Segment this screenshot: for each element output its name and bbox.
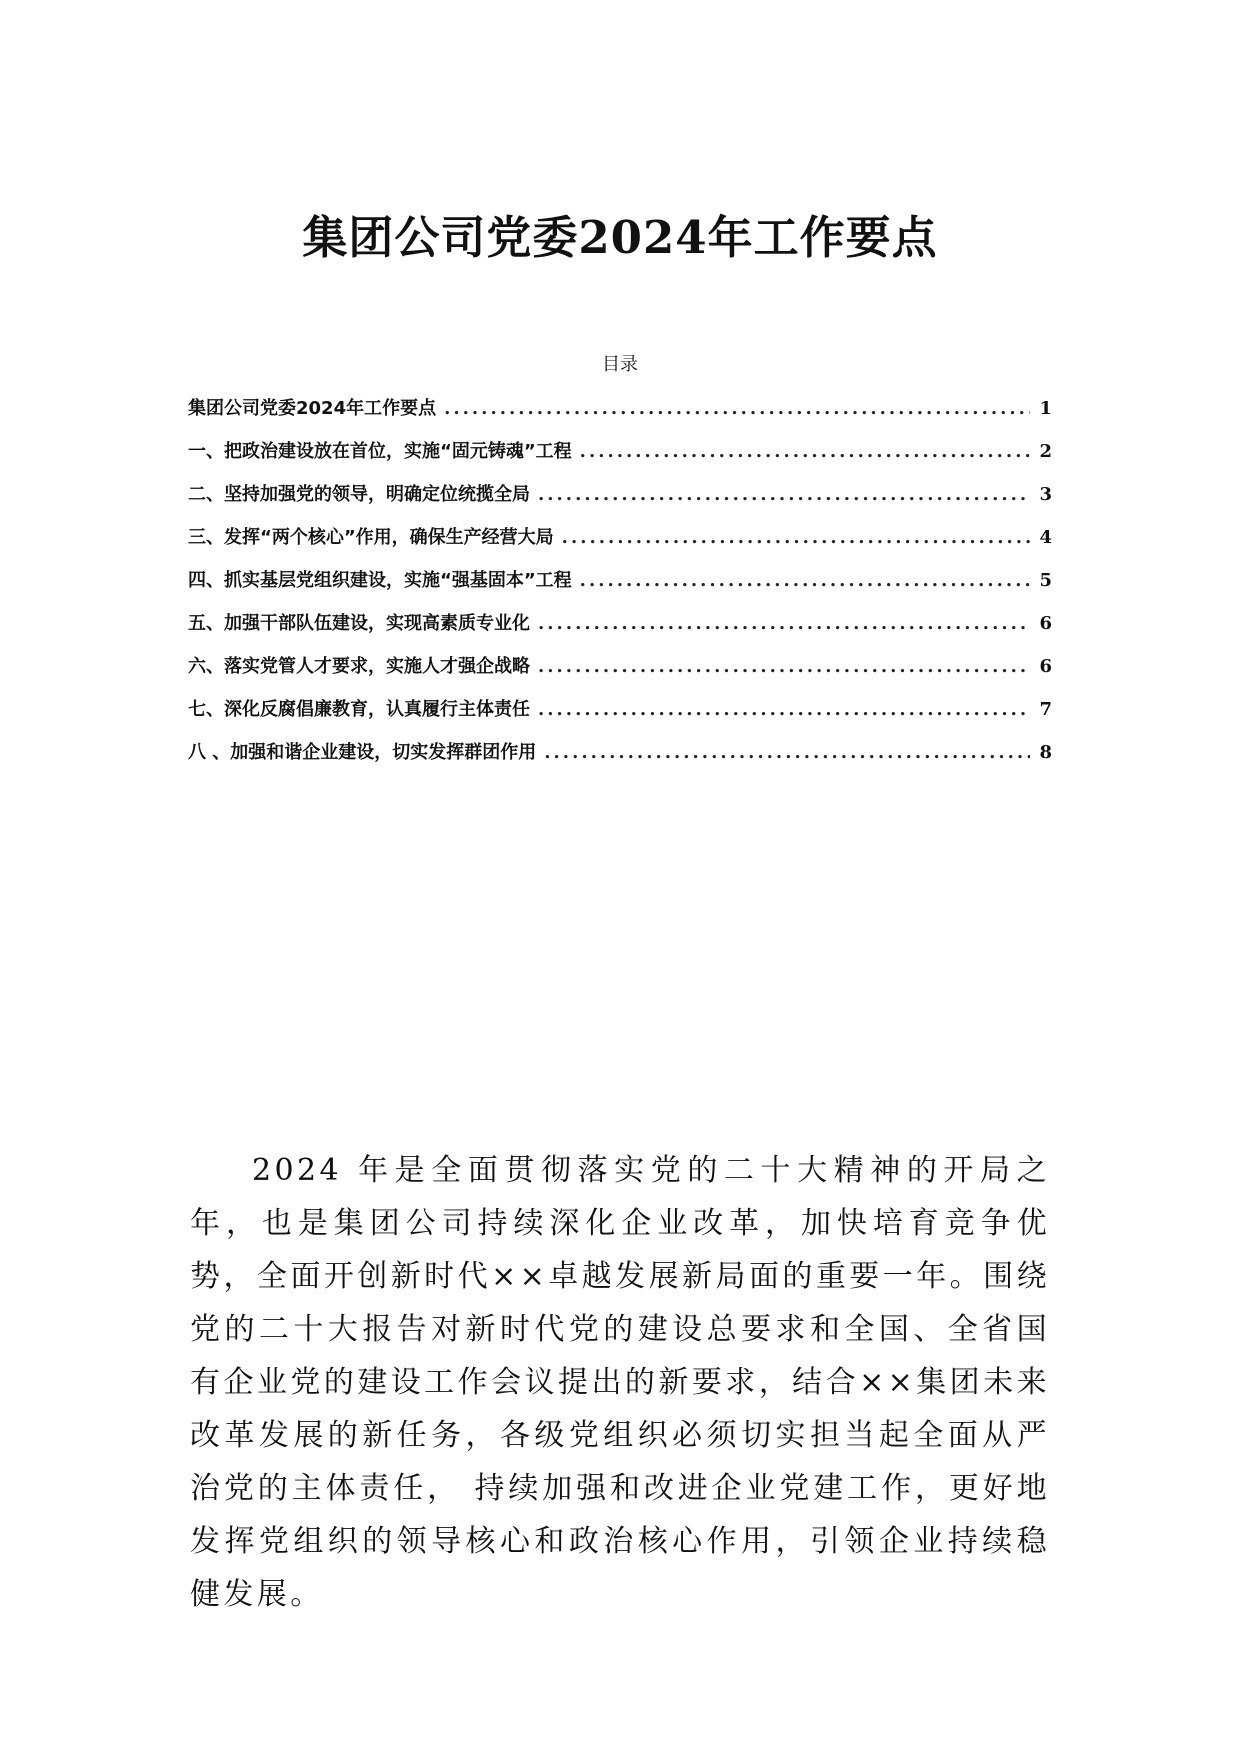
toc-entry-page: 2	[1039, 441, 1052, 462]
toc-dot-leader	[538, 611, 1030, 637]
toc-entry-page: 1	[1039, 398, 1052, 419]
toc-entry-label: 二、坚持加强党的领导，明确定位统揽全局	[188, 484, 530, 505]
toc-entry[interactable]	[188, 568, 1052, 611]
toc-dot-leader	[538, 482, 1030, 508]
toc-entry-label: 八 、加强和谐企业建设，切实发挥群团作用	[188, 742, 537, 763]
toc-entry-label: 一、把政治建设放在首位，实施“固元铸魂”工程	[188, 441, 572, 462]
toc-entry[interactable]	[188, 740, 1052, 783]
toc-heading: 目录	[602, 354, 638, 375]
toc-entry[interactable]	[188, 482, 1052, 525]
toc-dot-leader	[538, 697, 1030, 723]
toc-entry-label: 六、落实党管人才要求，实施人才强企战略	[188, 656, 530, 677]
toc-entry-label: 集团公司党委2024年工作要点	[188, 398, 437, 419]
toc-entry-page: 3	[1039, 484, 1052, 505]
intro-paragraph: 2024 年是全面贯彻落实党的二十大精神的开局之年，也是集团公司持续深化企业改革，加快培育竞争优势，全面开创新时代××卓越发展新局面的重要一年。围绕党的二十大报告对新时代党的建设总要求和全国、全省国有企业党的建设工作会议提出的新要求，结合××集团未来改革发展的新任务，各级党组织必须切实担当起全面从严治党的主体责任， 持续加强和改进企业党建工作，更好地发挥党组织的领导核心和政治核心作用，引领企业持续稳健发展。	[190, 1153, 1050, 1612]
toc-entry-page: 6	[1039, 656, 1052, 677]
toc-dot-leader	[562, 525, 1030, 551]
toc-entry[interactable]	[188, 525, 1052, 568]
toc-dot-leader	[444, 396, 1030, 422]
toc-entry-label: 四、抓实基层党组织建设，实施“强基固本”工程	[188, 570, 572, 591]
toc-entry-page: 6	[1039, 613, 1052, 634]
toc-entry-page: 7	[1039, 699, 1052, 720]
toc-entry[interactable]	[188, 611, 1052, 654]
document-title: 集团公司党委2024年工作要点	[302, 211, 938, 264]
toc-dot-leader	[580, 439, 1030, 465]
toc-entry-page: 5	[1039, 570, 1052, 591]
toc-entry-label: 五、加强干部队伍建设，实现高素质专业化	[188, 613, 530, 634]
toc-entry-label: 七、深化反腐倡廉教育，认真履行主体责任	[188, 699, 530, 720]
toc-dot-leader	[544, 740, 1030, 766]
toc-entry-page: 8	[1039, 742, 1052, 763]
toc-entry[interactable]	[188, 654, 1052, 697]
toc-entry[interactable]	[188, 396, 1052, 439]
toc-dot-leader	[538, 654, 1030, 680]
toc-entry[interactable]	[188, 697, 1052, 740]
toc-entry-label: 三、发挥“两个核心”作用，确保生产经营大局	[188, 527, 554, 548]
toc-entry[interactable]	[188, 439, 1052, 482]
toc-entry-page: 4	[1039, 527, 1052, 548]
table-of-contents	[188, 396, 1052, 783]
toc-dot-leader	[580, 568, 1030, 594]
